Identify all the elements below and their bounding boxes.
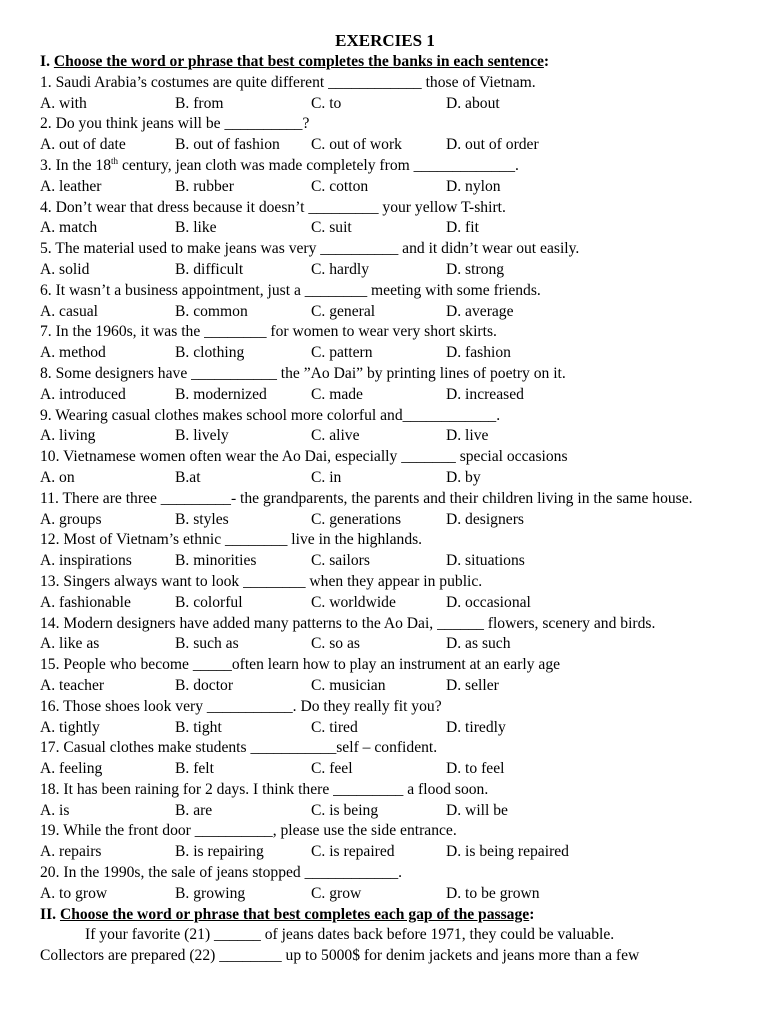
question-text: 14. Modern designers have added many patterns to the Ao Dai, ______ flowers, scenery and birds. <box>40 614 656 632</box>
question-item <box>40 198 740 240</box>
question-text: 2. Do you think jeans will be __________? <box>40 115 310 133</box>
option-c: C. to <box>311 94 342 112</box>
question-text: 5. The material used to make jeans was very __________ and it didn’t wear out easily. <box>40 240 580 258</box>
answer-options <box>40 718 740 739</box>
question-item <box>40 489 740 531</box>
option-d: D. live <box>446 427 489 445</box>
section-2-colon: : <box>529 905 535 923</box>
answer-options <box>40 634 740 655</box>
option-c: C. hardly <box>311 260 370 278</box>
question-item <box>40 821 740 863</box>
passage-line-1: If your favorite (21) ______ of jeans dates back before 1971, they could be valuable. <box>85 926 615 944</box>
option-a: A. living <box>40 427 96 445</box>
option-a: A. on <box>40 468 75 486</box>
option-b: B. difficult <box>175 260 244 278</box>
page-title: EXERCIES 1 <box>335 31 435 50</box>
option-a: A. method <box>40 344 106 362</box>
option-c: C. musician <box>311 676 386 694</box>
passage-line-2: Collectors are prepared (22) ________ up to 5000$ for denim jackets and jeans more than a few <box>40 947 640 965</box>
answer-options <box>40 343 740 364</box>
answer-options <box>40 468 740 489</box>
answer-options <box>40 551 740 572</box>
option-d: D. situations <box>446 552 525 570</box>
option-c: C. grow <box>311 884 362 902</box>
option-a: A. repairs <box>40 843 102 861</box>
answer-options <box>40 842 740 863</box>
question-text: 19. While the front door __________, please use the side entrance. <box>40 822 457 840</box>
option-d: D. to feel <box>446 760 505 778</box>
section-1-number: I. <box>40 53 50 70</box>
question-item <box>40 572 740 614</box>
question-item <box>40 530 740 572</box>
question-item <box>40 156 740 198</box>
question-text-part: century, jean cloth was made completely from _____________. <box>118 156 519 174</box>
option-a: A. to grow <box>40 884 108 902</box>
question-item <box>40 73 740 115</box>
option-c: C. is repaired <box>311 843 395 861</box>
option-b: B. are <box>175 801 213 819</box>
answer-options <box>40 676 740 697</box>
option-b: B. is repairing <box>175 843 264 861</box>
option-b: B. common <box>175 302 248 320</box>
option-b: B. styles <box>175 510 229 528</box>
answer-options <box>40 218 740 239</box>
option-b: B. from <box>175 94 224 112</box>
option-a: A. tightly <box>40 718 100 736</box>
option-a: A. like as <box>40 635 100 653</box>
option-c: C. tired <box>311 718 358 736</box>
option-c: C. feel <box>311 760 353 778</box>
question-item <box>40 281 740 323</box>
question-text: 20. In the 1990s, the sale of jeans stopped ____________. <box>40 864 403 882</box>
option-a: A. introduced <box>40 385 126 403</box>
option-d: D. seller <box>446 676 499 694</box>
option-b: B. felt <box>175 760 214 778</box>
option-b: B. minorities <box>175 552 257 570</box>
option-c: C. pattern <box>311 344 373 362</box>
question-text: 16. Those shoes look very ___________. Do they really fit you? <box>40 697 442 715</box>
option-a: A. casual <box>40 302 99 320</box>
question-text: 18. It has been raining for 2 days. I think there _________ a flood soon. <box>40 780 489 798</box>
option-b: B. colorful <box>175 593 243 611</box>
answer-options <box>40 94 740 115</box>
option-d: D. fit <box>446 219 479 237</box>
question-item <box>40 447 740 489</box>
exercise-page <box>40 31 740 967</box>
answer-options <box>40 759 740 780</box>
answer-options <box>40 884 740 905</box>
question-item <box>40 863 740 905</box>
section-1-colon: : <box>543 53 550 70</box>
option-d: D. will be <box>446 801 508 819</box>
option-c: C. is being <box>311 801 379 819</box>
option-b: B. tight <box>175 718 222 736</box>
question-item <box>40 655 740 697</box>
option-d: D. as such <box>446 635 511 653</box>
answer-options <box>40 135 740 156</box>
option-d: D. strong <box>446 260 505 278</box>
option-c: C. general <box>311 302 376 320</box>
question-item <box>40 322 740 364</box>
section-1-instruction: Choose the word or phrase that best completes the banks in each sentence <box>53 53 544 70</box>
question-text-part: 3. In the 18 <box>40 156 112 174</box>
option-c: C. out of work <box>311 136 402 154</box>
question-item <box>40 114 740 156</box>
option-c: C. worldwide <box>311 593 396 611</box>
option-a: A. is <box>40 801 70 819</box>
option-a: A. feeling <box>40 760 103 778</box>
option-a: A. match <box>40 219 98 237</box>
question-text: 9. Wearing casual clothes makes school more colorful and____________. <box>40 406 501 424</box>
option-b: B. growing <box>175 884 246 902</box>
option-c: C. made <box>311 385 363 403</box>
question-item <box>40 364 740 406</box>
option-c: C. generations <box>311 510 402 528</box>
question-text: 11. There are three _________- the grandparents, the parents and their children living in the same house. <box>40 489 693 507</box>
option-b: B. doctor <box>175 676 234 694</box>
option-c: C. so as <box>311 635 360 653</box>
option-d: D. about <box>446 94 500 112</box>
option-a: A. teacher <box>40 676 105 694</box>
option-d: D. average <box>446 302 514 320</box>
option-a: A. solid <box>40 260 90 278</box>
option-c: C. sailors <box>311 552 370 570</box>
option-b: B. modernized <box>175 385 267 403</box>
answer-options <box>40 593 740 614</box>
question-item <box>40 239 740 281</box>
question-text: 10. Vietnamese women often wear the Ao Dai, especially _______ special occasions <box>40 448 568 466</box>
option-a: A. out of date <box>40 136 126 154</box>
question-text: 7. In the 1960s, it was the ________ for women to wear very short skirts. <box>40 323 497 341</box>
question-text: 13. Singers always want to look ________ when they appear in public. <box>40 572 483 590</box>
option-a: A. fashionable <box>40 593 131 611</box>
option-b: B. lively <box>175 427 229 445</box>
option-d: D. designers <box>446 510 524 528</box>
question-list <box>40 73 740 905</box>
question-text: 8. Some designers have ___________ the ”Ao Dai” by printing lines of poetry on it. <box>40 364 566 382</box>
option-a: A. leather <box>40 177 102 195</box>
section-2-heading <box>40 905 740 926</box>
question-item <box>40 406 740 448</box>
question-text: 1. Saudi Arabia’s costumes are quite different ____________ those of Vietnam. <box>40 73 536 91</box>
answer-options <box>40 260 740 281</box>
question-text: 15. People who become _____often learn how to play an instrument at an early age <box>40 656 561 674</box>
option-d: D. nylon <box>446 177 501 195</box>
question-item <box>40 738 740 780</box>
option-a: A. with <box>40 94 87 112</box>
option-b: B. such as <box>175 635 239 653</box>
option-d: D. increased <box>446 385 524 403</box>
section-2-instruction: Choose the word or phrase that best completes each gap of the passage <box>59 905 530 923</box>
option-d: D. fashion <box>446 344 511 362</box>
option-b: B. clothing <box>175 344 245 362</box>
answer-options <box>40 801 740 822</box>
option-c: C. suit <box>311 219 352 237</box>
option-a: A. groups <box>40 510 102 528</box>
option-d: D. occasional <box>446 593 531 611</box>
answer-options <box>40 302 740 323</box>
question-text: 6. It wasn’t a business appointment, just a ________ meeting with some friends. <box>40 281 541 299</box>
option-d: D. to be grown <box>446 884 540 902</box>
answer-options <box>40 385 740 406</box>
option-b: B. rubber <box>175 177 234 195</box>
option-d: D. is being repaired <box>446 843 569 861</box>
option-a: A. inspirations <box>40 552 132 570</box>
option-d: D. by <box>446 468 481 486</box>
question-text: 17. Casual clothes make students ___________self – confident. <box>40 739 438 757</box>
option-b: B. out of fashion <box>175 136 280 154</box>
option-c: C. cotton <box>311 177 369 195</box>
section-1-heading <box>40 52 740 73</box>
question-item <box>40 697 740 739</box>
answer-options <box>40 177 740 198</box>
question-item <box>40 780 740 822</box>
option-b: B. like <box>175 219 217 237</box>
section-2-number: II. <box>40 905 57 923</box>
question-text <box>40 156 740 177</box>
option-c: C. alive <box>311 427 360 445</box>
option-c: C. in <box>311 468 342 486</box>
option-d: D. out of order <box>446 136 539 154</box>
option-d: D. tiredly <box>446 718 506 736</box>
answer-options <box>40 426 740 447</box>
question-text: 4. Don’t wear that dress because it doesn’t _________ your yellow T-shirt. <box>40 198 506 216</box>
question-item <box>40 614 740 656</box>
answer-options <box>40 510 740 531</box>
option-b: B.at <box>175 468 201 486</box>
ordinal-superscript: th <box>111 155 119 166</box>
question-text: 12. Most of Vietnam’s ethnic ________ live in the highlands. <box>40 531 423 549</box>
